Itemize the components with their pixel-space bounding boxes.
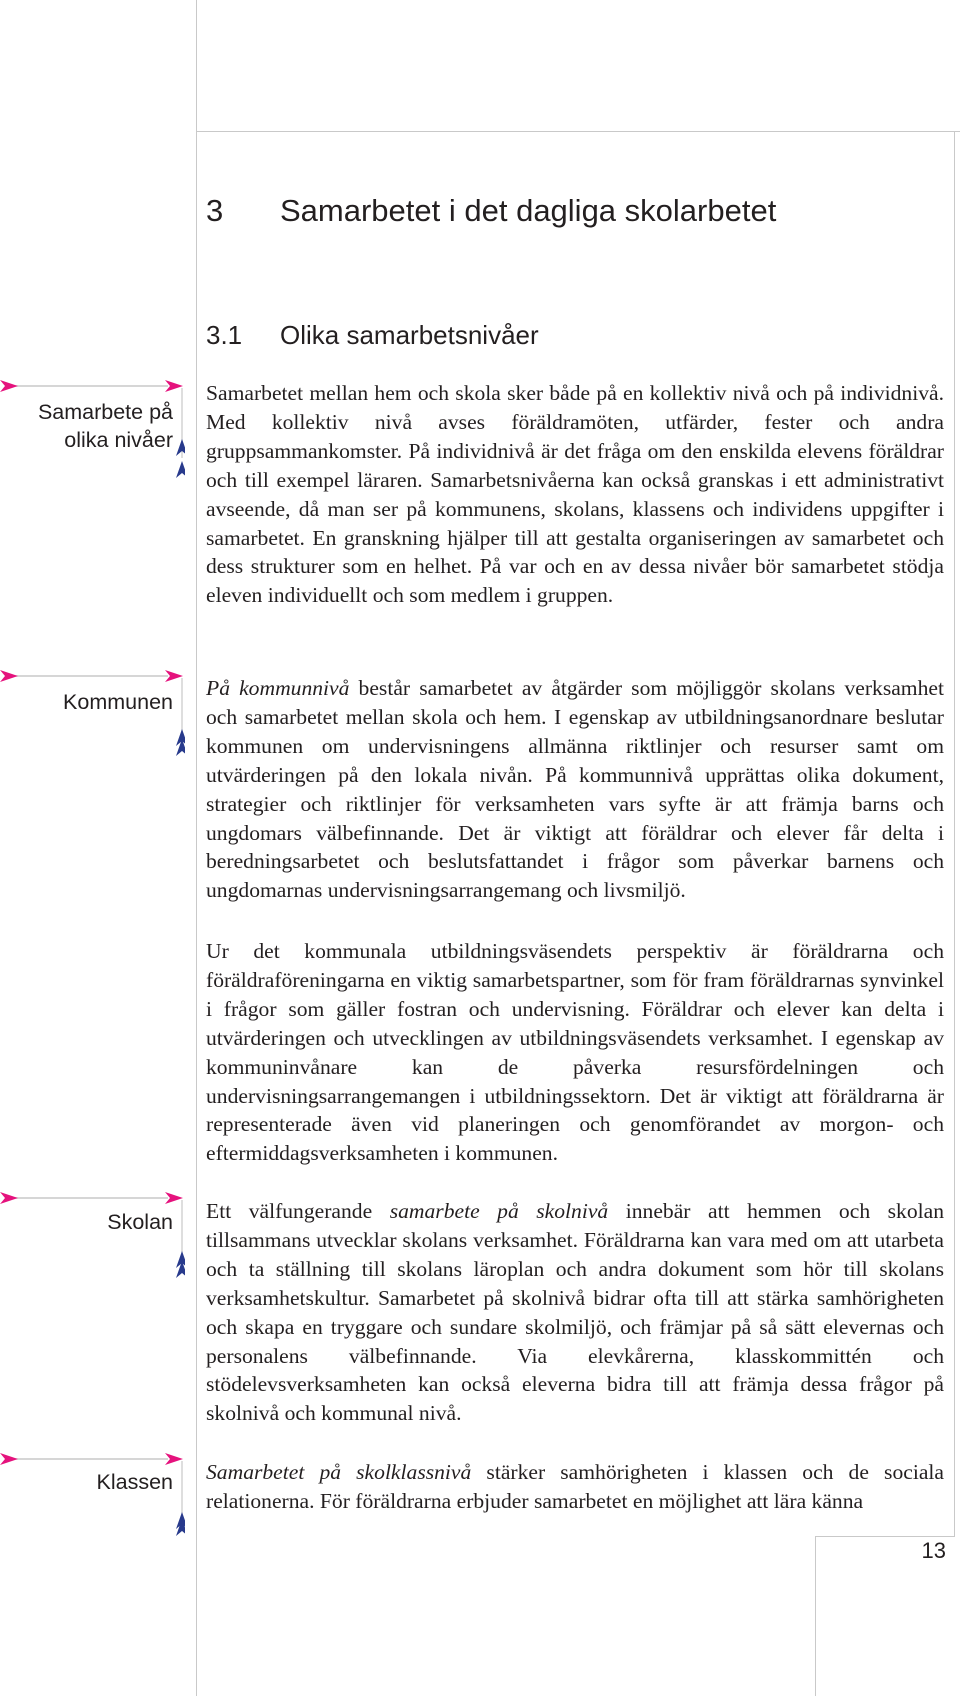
margin-label-school: Skolan [107,1210,173,1234]
chapter-title: Samarbetet i det dagliga skolarbetet [280,193,777,228]
margin-label-levels [38,398,173,454]
arrow-right-icon [0,670,18,682]
section-title: Olika samarbetsnivåer [280,320,539,350]
arrow-right-icon [0,1192,18,1204]
frame-top-line [196,131,960,132]
arrow-up-icon [176,1519,185,1536]
paragraph-school-start: Ett välfungerande [206,1199,390,1223]
paragraph-levels: Samarbetet mellan hem och skola sker både på en kollektiv nivå och på individnivå. Med kollektiv nivå avses föräldramöten, utfärder, fester och andra gruppsammankomster. På individnivå är det fråga om den enskilda elevens föräldrar och till exempel läraren. Samarbetsnivåerna kan också granskas i ett administrativt avseende, då man ser på kommunens, skolans, klassens och individens uppgifter i samarbetet. En granskning hjälper till att gestalta organiseringen av samarbetet och dess strukturer som en helhet. På var och en av dessa nivåer bör samarbetet stödja eleven individuellt och som medlem i gruppen. [206,381,944,608]
arrow-right-icon [0,1453,18,1465]
margin-label-levels-line1: Samarbete på [37,400,173,424]
margin-label-class: Klassen [96,1470,173,1494]
frame-bottom-line [815,1536,955,1537]
margin-label-levels-line2: olika nivåer [64,428,173,452]
term-municipality-level: På kommunnivå [206,676,350,700]
chapter-heading [206,193,776,229]
paragraph-class-text: stärker samhörigheten i klassen och de sociala relationerna. För föräldrarna erbjuder samarbetet en möjlighet att lära känna [206,1460,944,1513]
margin-label-municipality: Kommunen [63,690,173,714]
paragraph-municipal-perspective: Ur det kommunala utbildningsväsendets perspektiv är föräldrarna och föräldraföreningarna en viktig samarbetspartner, som för fram föräldrarnas synvinkel i frågor som gäller fostran och undervisning. Föräldrar och elever kan delta i utvärderingen och utvecklingen av utbildningsväsendets verksamhet. I egenskap av kommuninvånare kan de påverka resursfördelningen och undervisningsarrangemangen i utbildningssektorn. Det är viktigt att föräldrarna är representerade även vid planeringen och genomförandet av morgon- och eftermiddagsverksamheten i kommunen. [206,939,944,1166]
page-number: 13 [921,1538,946,1563]
arrow-up-icon [176,461,185,478]
paragraph-class [206,1458,944,1516]
arrow-right-icon [0,380,18,392]
arrow-up-icon [176,1261,185,1278]
paragraph-municipality [206,674,944,905]
paragraph-school-text: innebär att hemmen och skolan tillsammans utvecklar skolans verksamhet. Föräldrarna kan vara med om att utarbeta och ta ställning till skolans läroplan och andra dokument som hör till skolans verksamhetskultur. Samarbetet på skolnivå bidrar ofta till att stärka samhörigheten och skapa en tryggare och sundare skolmiljö, och främjar på så sätt elevernas och personalens välbefinnande. Via elevkårerna, klasskommittén och stödelevsverksamheten kan också eleverna bidra till att främja dessa frågor på skolnivå och kommunal nivå. [206,1199,944,1426]
frame-right-line [954,131,955,1536]
term-class-level: Samarbetet på skolklassnivå [206,1460,472,1484]
page-number-box-line [815,1536,816,1696]
section-number: 3.1 [206,320,243,350]
paragraph-school [206,1197,944,1428]
term-school-level: samarbete på skolnivå [389,1199,609,1223]
paragraph-municipality-text: består samarbetet av åtgärder som möjliggör skolans verksamhet och samarbetet mellan skola och hem. I egenskap av utbildningsanordnare beslutar kommunen om undervisningens allmänna riktlinjer och resurser samt om utvärderingen på den lokala nivån. På kommunnivå upprättas olika dokument, strategier och riktlinjer för verksamheten vars syfte är att främja barns och ungdomars välbefinnande. Det är viktigt att föräldrar och elever får delta i beredningsarbetet och beslutsfattandet i frågor som påverkar barnens och ungdomarnas undervisningsarrangemang och livsmiljö. [206,676,944,903]
section-heading [206,320,539,351]
margin-marker-class-lower [0,1500,185,1540]
arrow-up-icon [176,739,185,756]
frame-left-line [196,0,197,1696]
margin-marker-municipality-lower [0,720,185,760]
chapter-number: 3 [206,193,224,228]
margin-marker-school-lower [0,1242,185,1282]
